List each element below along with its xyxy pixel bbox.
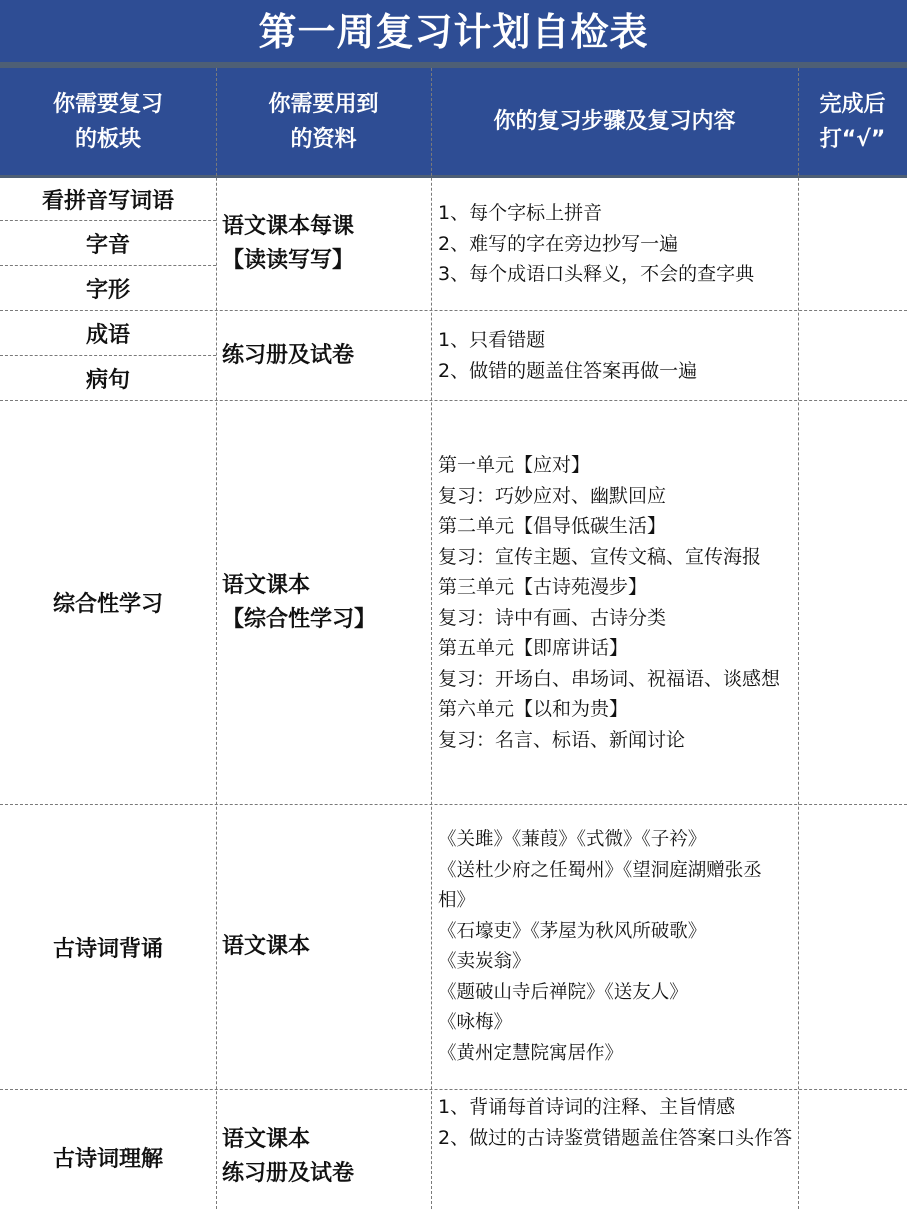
- content-cell: [431, 311, 798, 400]
- content-cell: [431, 1092, 798, 1222]
- materials-cell: 语文课本 【综合性学习】: [222, 572, 377, 632]
- materials-cell: 语文课本 练习册及试卷: [222, 1127, 355, 1186]
- content-text: 1、背诵每首诗词的注释、主旨情感 2、做过的古诗鉴赏错题盖住答案口头作答: [438, 1096, 793, 1149]
- checkbox-cell[interactable]: [798, 401, 907, 804]
- content-cell: [431, 401, 798, 804]
- checkbox-cell[interactable]: [798, 311, 907, 400]
- content-text: 第一单元【应对】 复习：巧妙应对、幽默回应 第二单元【倡导低碳生活】 复习：宣传主题、宣传文稿、宣传海报 第三单元【古诗苑漫步】 复习：诗中有画、古诗分类 第五单元【即席讲话】 复习：开场白、串场词、祝福语、谈感想 第六单元【以和为贵】 复习：名言、标语、新闻讨论: [438, 454, 781, 751]
- subject-cell: 综合性学习: [52, 592, 163, 617]
- subject-cell: 字形: [85, 277, 130, 303]
- header-done: 完成后 打“√”: [798, 68, 907, 175]
- subject-cell: 看拼音写词语: [41, 188, 174, 214]
- subject-cell: 古诗词背诵: [52, 936, 163, 962]
- checkbox-cell[interactable]: [798, 178, 907, 310]
- header-content: 你的复习步骤及复习内容: [431, 68, 798, 175]
- content-text: 1、每个字标上拼音 2、难写的字在旁边抄写一遍 3、每个成语口头释义，不会的查字典: [438, 202, 755, 286]
- subject-cell: 病句: [85, 367, 130, 393]
- content-cell: [431, 805, 798, 1089]
- checkbox-cell[interactable]: [798, 1090, 907, 1209]
- content-text: 《关雎》《蒹葭》《式微》《子衿》 《送杜少府之任蜀州》《望洞庭湖赠张丞相》 《石壕吏》《茅屋为秋风所破歌》 《卖炭翁》 《题破山寺后禅院》《送友人》 《咏梅》 《黄州定慧院寓居作》: [438, 829, 762, 1064]
- content-cell: [431, 182, 798, 306]
- materials-cell: 练习册及试卷: [222, 342, 355, 368]
- header-subject: 你需要复习 的板块: [0, 68, 216, 175]
- materials-cell: 语文课本: [222, 934, 311, 959]
- header-materials: 你需要用到 的资料: [216, 68, 431, 175]
- checkbox-cell[interactable]: [798, 805, 907, 1089]
- page-title: 第一周复习计划自检表: [0, 0, 907, 62]
- subject-cell: 成语: [85, 322, 130, 348]
- materials-cell: 语文课本每课 【读读写写】: [222, 214, 355, 273]
- subject-cell: 古诗词理解: [52, 1146, 163, 1172]
- content-text: 1、只看错题 2、做错的题盖住答案再做一遍: [438, 329, 698, 382]
- subject-cell: 字音: [85, 232, 130, 258]
